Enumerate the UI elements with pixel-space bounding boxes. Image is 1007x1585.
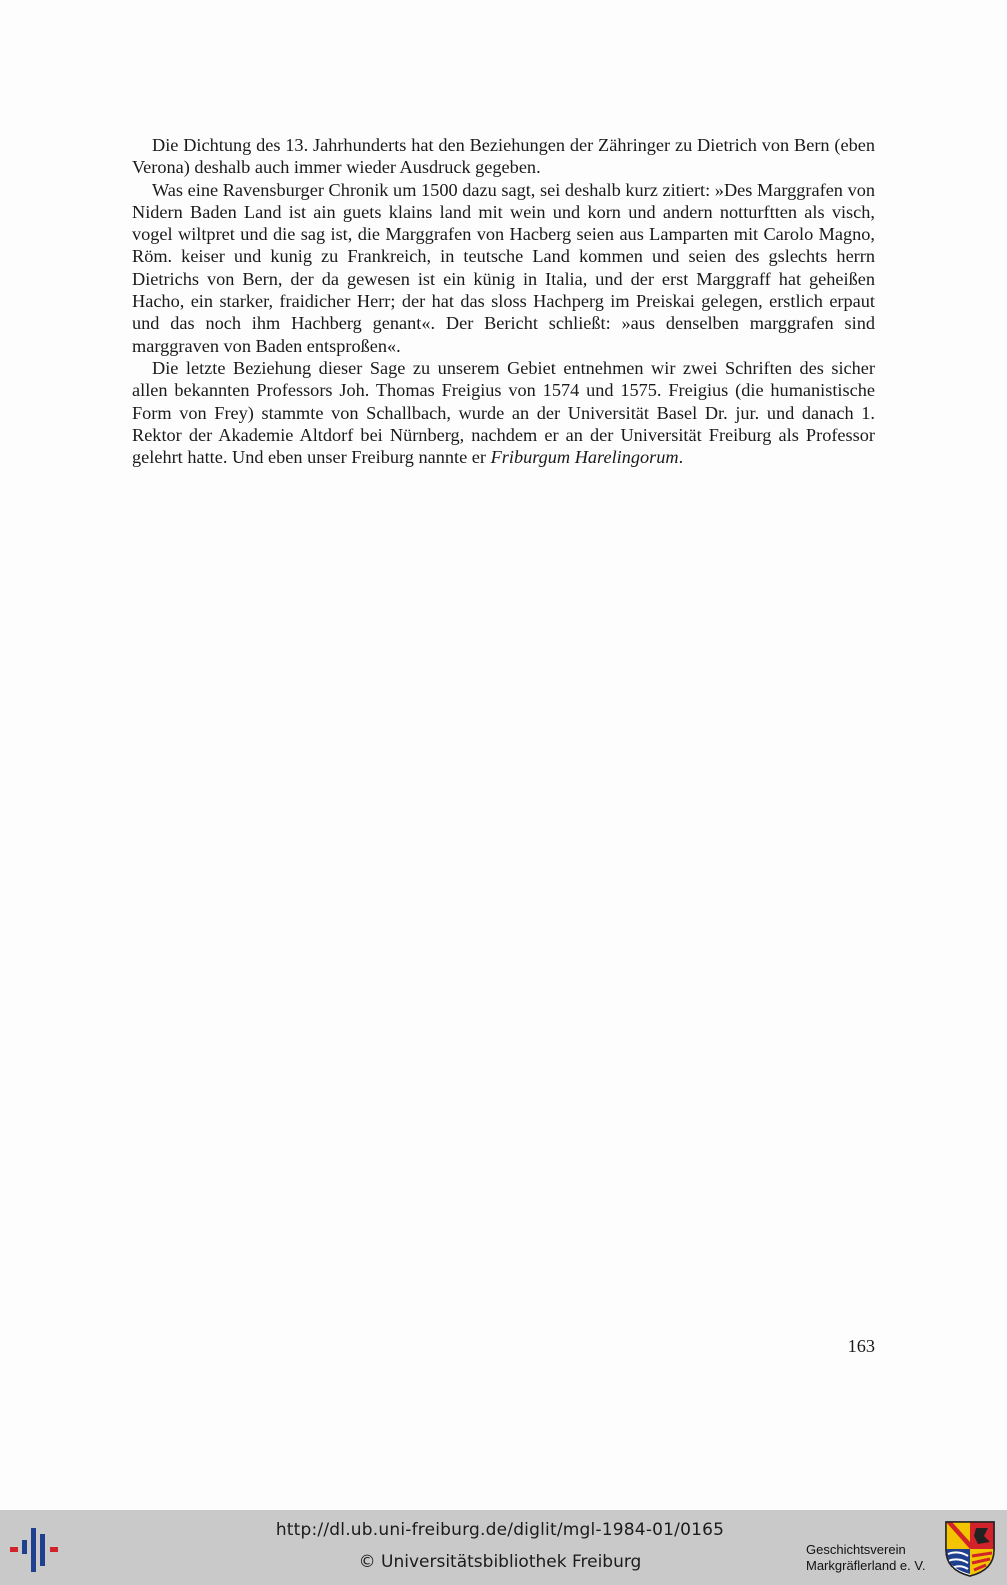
paragraph-3-end: . — [678, 447, 684, 468]
society-name-line1: Geschichtsverein — [806, 1542, 906, 1557]
document-url-link[interactable]: http://dl.ub.uni-freiburg.de/diglit/mgl-1984-01/0165 — [275, 1520, 725, 1540]
paragraph-1: Die Dichtung des 13. Jahrhunderts hat den Beziehungen der Zähringer zu Dietrich von Bern (eben Verona) deshalb auch immer wieder Ausdruck gegeben. — [132, 135, 875, 178]
society-name-line2: Markgräflerland e. V. — [806, 1558, 926, 1573]
society-name — [806, 1542, 936, 1574]
paragraph-3 — [132, 357, 875, 468]
footer-bar — [0, 1510, 1007, 1585]
paragraph-3-text: Die letzte Beziehung dieser Sage zu unserem Gebiet entnehmen wir zwei Schriften des sicher allen bekannten Professors Joh. Thomas Freigius von 1574 und 1575. Freigius (die humanistische Form von Frey) stammte von Schallbach, wurde an der Universität Basel Dr. jur. und danach 1. Rektor der Akademie Altdorf bei Nürnberg, nachdem er an der Universität Freiburg als Professor gelehrt hatte. Und eben unser Freiburg nannte er — [132, 357, 875, 468]
copyright-text: © Universitätsbibliothek Freiburg — [358, 1552, 642, 1572]
paragraph-3-italic: Friburgum Harelingorum — [490, 447, 679, 468]
coat-of-arms-icon[interactable] — [944, 1520, 996, 1578]
paragraph-2: Was eine Ravensburger Chronik um 1500 dazu sagt, sei deshalb kurz zitiert: »Des Marggrafen von Nidern Baden Land ist ain guets klains land mit wein und korn und andern notturftten als visch, vogel wiltpret und die sag ist, die Marggrafen von Hacberg seien aus Lamparten mit Carolo Magno, Röm. keiser und kunig zu Frankreich, in teutsche Land kommen und seien des gslechts herrn Dietrichs von Bern, der da gewesen ist ein künig in Italia, und der erst Marggraff hat geheißen Hacho, ein starker, fraidicher Herr; der hat das sloss Hachperg im Preiskai gelegen, erstlich erpaut und das noch ihm Hachberg genant«. Der Bericht schließt: »aus denselben marggrafen sind marggraven von Baden entsproßen«. — [132, 179, 875, 356]
page-number: 163 — [847, 1336, 875, 1356]
ub-freiburg-logo-icon[interactable] — [10, 1528, 66, 1572]
body-text — [132, 134, 875, 468]
